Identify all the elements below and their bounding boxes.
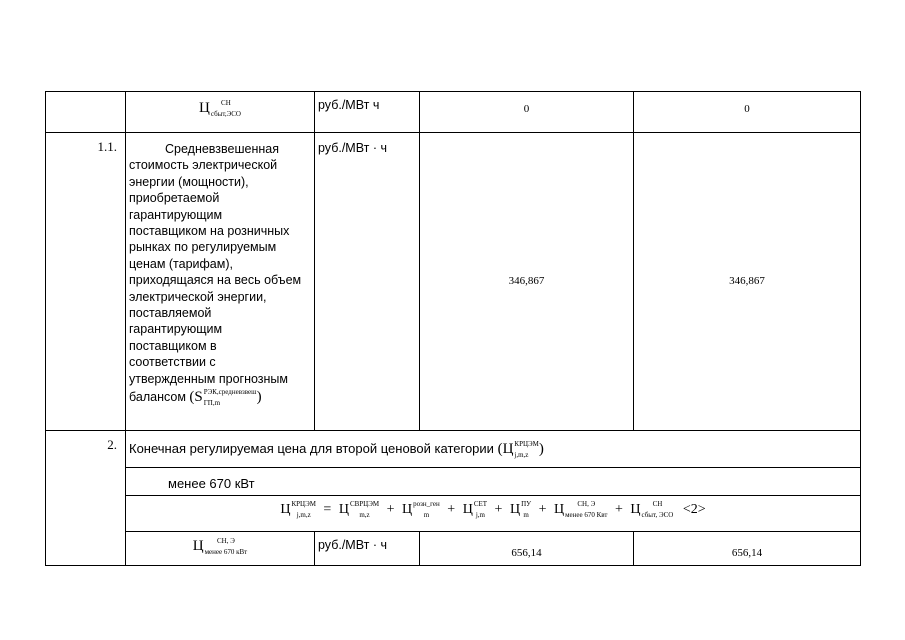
table-row [46,133,861,431]
description-line: приобретаемой [129,191,220,206]
description-line: Средневзвешенная [165,142,279,156]
value-cell-2: 0 [634,92,861,133]
value-cell-2: 656,14 [634,532,861,566]
formula-cell [126,496,861,532]
symbol-s-rek: (S РЭК,средневзвеш ГП,m ) [189,387,262,407]
value-cell-1: 656,14 [420,532,634,566]
formula-term: Ц СН сбыт, ЭСО [630,500,674,519]
formula-term: Ц СН, Э менее 670 Квт [554,500,608,519]
description-line: энергии (мощности), [129,174,249,189]
indicator-cell [126,532,315,566]
description-line: ценам (тарифам), [129,256,233,271]
formula-lhs: Ц КРЦЭМ j,m,z [280,500,316,519]
plus-sign: + [538,502,547,518]
row-number: 2. [46,431,126,566]
description-line: электрической энергии, [129,289,267,304]
tariff-table [45,91,861,566]
plus-sign: + [386,502,395,518]
description-line: рынках по регулируемым [129,240,277,255]
symbol-krcem: (Ц КРЦЭМ j,m,z ) [497,439,544,459]
description-line: поставляемой [129,306,212,321]
indicator-cell [126,92,315,133]
value-cell-1: 0 [420,92,634,133]
table-row [46,431,861,468]
formula-term: Ц СВРЦЭМ m,z [338,500,380,519]
description-line-last: балансом (S РЭК,средневзвеш ГП,m ) [129,387,262,407]
formula-note: <2> [682,502,706,518]
plus-sign: + [447,502,456,518]
row-number: 1.1. [46,133,126,431]
formula-term: Ц СЕТ j,m [462,500,488,519]
unit-cell: руб./МВт ч [315,92,420,133]
symbol-ts-sbyt-eso: Ц СН сбыт,ЭСО [199,98,241,118]
description-line: приходящаяся на весь объем [129,273,302,288]
description-line: поставщиком на розничных [129,224,290,239]
section-heading: Конечная регулируемая цена для второй ценовой категории (Ц КРЦЭМ j,m,z ) [126,431,861,468]
formula-term: Ц ПУ m [509,500,532,519]
value-cell-2: 346,867 [634,133,861,431]
unit-cell: руб./МВт · ч [315,532,420,566]
description-cell [126,133,315,431]
description-line: гарантирующим [129,207,223,222]
equals-sign: = [323,502,332,518]
table-row [46,468,861,496]
description-line: соответствии с [129,355,216,370]
table-row [46,532,861,566]
formula-term: Ц розн_ген m [402,500,440,519]
description-line: поставщиком в [129,338,217,353]
row-number-cell [46,92,126,133]
unit-cell: руб./МВт · ч [315,133,420,431]
table-row [46,92,861,133]
plus-sign: + [614,502,623,518]
plus-sign: + [494,502,503,518]
value-cell-1: 346,867 [420,133,634,431]
description-line: стоимость электрической [129,158,278,173]
subheading: менее 670 кВт [126,468,861,496]
description-line: гарантирующим [129,322,223,337]
table-row [46,496,861,532]
description-line: утвержденным прогнозным [129,371,289,386]
symbol-ts-sn-e: Ц СН, Э менее 670 кВт [192,536,248,556]
